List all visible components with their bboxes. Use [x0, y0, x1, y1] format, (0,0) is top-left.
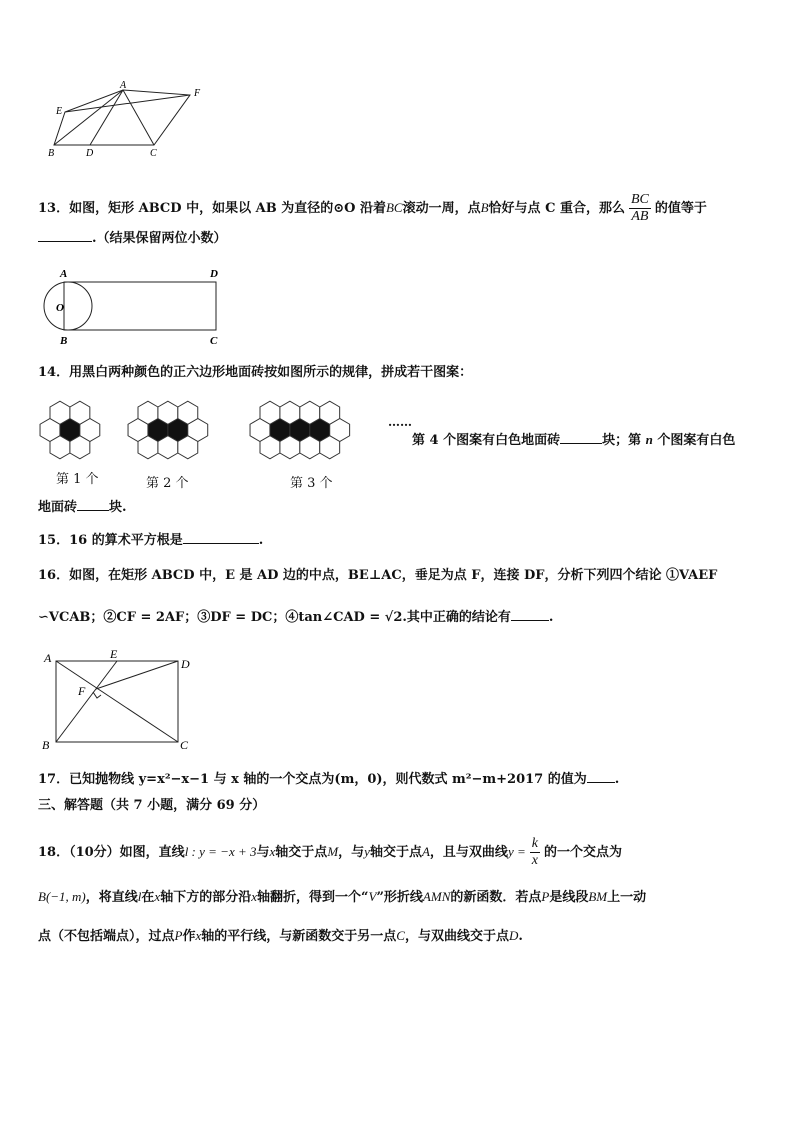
- label-b: B: [48, 148, 55, 159]
- label-e: E: [56, 106, 63, 117]
- white-hex-tile: [70, 401, 90, 424]
- white-hex-tile: [260, 436, 280, 459]
- white-hex-tile: [158, 401, 178, 424]
- answer-blank: [587, 770, 615, 783]
- segment-be: [56, 661, 117, 742]
- segment-ad: [90, 90, 123, 145]
- segment-ac: [123, 90, 154, 145]
- figure-q16: [38, 646, 203, 756]
- q18-line1: 18．（10分）如图，直线l : y = −x + 3与x轴交于点M，与y轴交于点A，且与双曲线y = $\frac{k}{x}$ 的一个交点为: [38, 836, 622, 868]
- label-f: F: [78, 684, 86, 698]
- fraction-bc-ab: $\frac{BC}{AB}$: [630, 192, 649, 224]
- q13-line1: 13．如图，矩形 ABCD 中，如果以 AB 为直径的⊙O 沿着BC滚动一周，点B恰好与点 C 重合，那么 $\frac{BC}{AB}$ 的值等于: [38, 192, 707, 224]
- white-hex-tile: [50, 401, 70, 424]
- white-hex-tile: [70, 436, 90, 459]
- answer-blank: [560, 431, 602, 444]
- ellipsis: ……: [388, 415, 412, 429]
- segment-df: [96, 661, 178, 689]
- diagonal-ac: [56, 661, 178, 742]
- label-a: A: [120, 80, 127, 91]
- answer-blank: [38, 229, 92, 242]
- q17: 17．已知抛物线 y=x²−x−1 与 x 轴的一个交点为(m，0)，则代数式 m²−m+2017 的值为 .: [38, 772, 620, 787]
- white-hex-tile: [178, 436, 198, 459]
- label-b: B: [60, 335, 68, 347]
- segment-ab: [54, 90, 123, 145]
- label-c: C: [150, 148, 157, 159]
- q14-line3: 地面砖 块.: [38, 500, 127, 515]
- label-d: D: [86, 148, 94, 159]
- white-hex-tile: [320, 401, 340, 424]
- white-hex-tile: [138, 436, 158, 459]
- white-hex-tile: [300, 436, 320, 459]
- q15: 15．16 的算术平方根是 .: [38, 533, 264, 548]
- label-d: D: [181, 657, 190, 671]
- answer-blank: [183, 531, 259, 544]
- label-d: D: [210, 268, 218, 280]
- answer-blank: [511, 608, 549, 621]
- label-c: C: [210, 335, 218, 347]
- q16-line2: ∽VCAB；②CF = 2AF；③DF = DC；④tan∠CAD = √2.其中正确的结论有 .: [38, 610, 554, 625]
- figure-q12: [40, 78, 220, 160]
- white-hex-tile: [260, 401, 280, 424]
- label-f: F: [194, 88, 201, 99]
- q14-line1: 14．用黑白两种颜色的正六边形地面砖按如图所示的规律，拼成若干图案：: [38, 365, 473, 380]
- white-hex-tile: [300, 401, 320, 424]
- q14-line2: 第 4 个图案有白色地面砖 块；第 n 个图案有白色: [412, 432, 736, 448]
- caption-pattern-1: 第 1 个: [56, 472, 99, 487]
- white-hex-tile: [50, 436, 70, 459]
- q13-line2: .（结果保留两位小数）: [38, 229, 227, 248]
- sqrt-two: √2: [384, 610, 403, 625]
- label-a: A: [44, 651, 52, 665]
- q18-line2: B(−1, m)，将直线l在x轴下方的部分沿x轴翻折，得到一个“V”形折线AMN的新函数．若点P是线段BM上一动: [38, 889, 647, 905]
- label-o: O: [56, 302, 64, 314]
- hexagon-patterns: [30, 392, 400, 467]
- white-hex-tile: [320, 436, 340, 459]
- white-hex-tile: [280, 401, 300, 424]
- white-hex-tile: [158, 436, 178, 459]
- caption-pattern-3: 第 3 个: [290, 476, 333, 491]
- label-c: C: [180, 738, 189, 752]
- answer-blank: [77, 498, 109, 511]
- fraction-k-x: $\frac{k}{x}$: [531, 836, 538, 868]
- white-hex-tile: [178, 401, 198, 424]
- figure-q13: [40, 266, 230, 348]
- white-hex-tile: [138, 401, 158, 424]
- section-title: 三、解答题（共 7 小题，满分 69 分）: [38, 798, 266, 813]
- label-a: A: [60, 268, 68, 280]
- rectangle-abcd: [64, 282, 216, 330]
- q18-line3: 点（不包括端点），过点P作x轴的平行线，与新函数交于另一点C，与双曲线交于点D.: [38, 928, 523, 944]
- right-angle-mark: [93, 692, 101, 698]
- q16-line1: 16．如图，在矩形 ABCD 中，E 是 AD 边的中点，BE⊥AC，垂足为点 F，连接 DF，分析下列四个结论 ①VAEF: [38, 568, 718, 583]
- circle-o: [44, 282, 92, 330]
- label-e: E: [110, 647, 118, 661]
- caption-pattern-2: 第 2 个: [146, 476, 189, 491]
- label-b: B: [42, 738, 50, 752]
- white-hex-tile: [280, 436, 300, 459]
